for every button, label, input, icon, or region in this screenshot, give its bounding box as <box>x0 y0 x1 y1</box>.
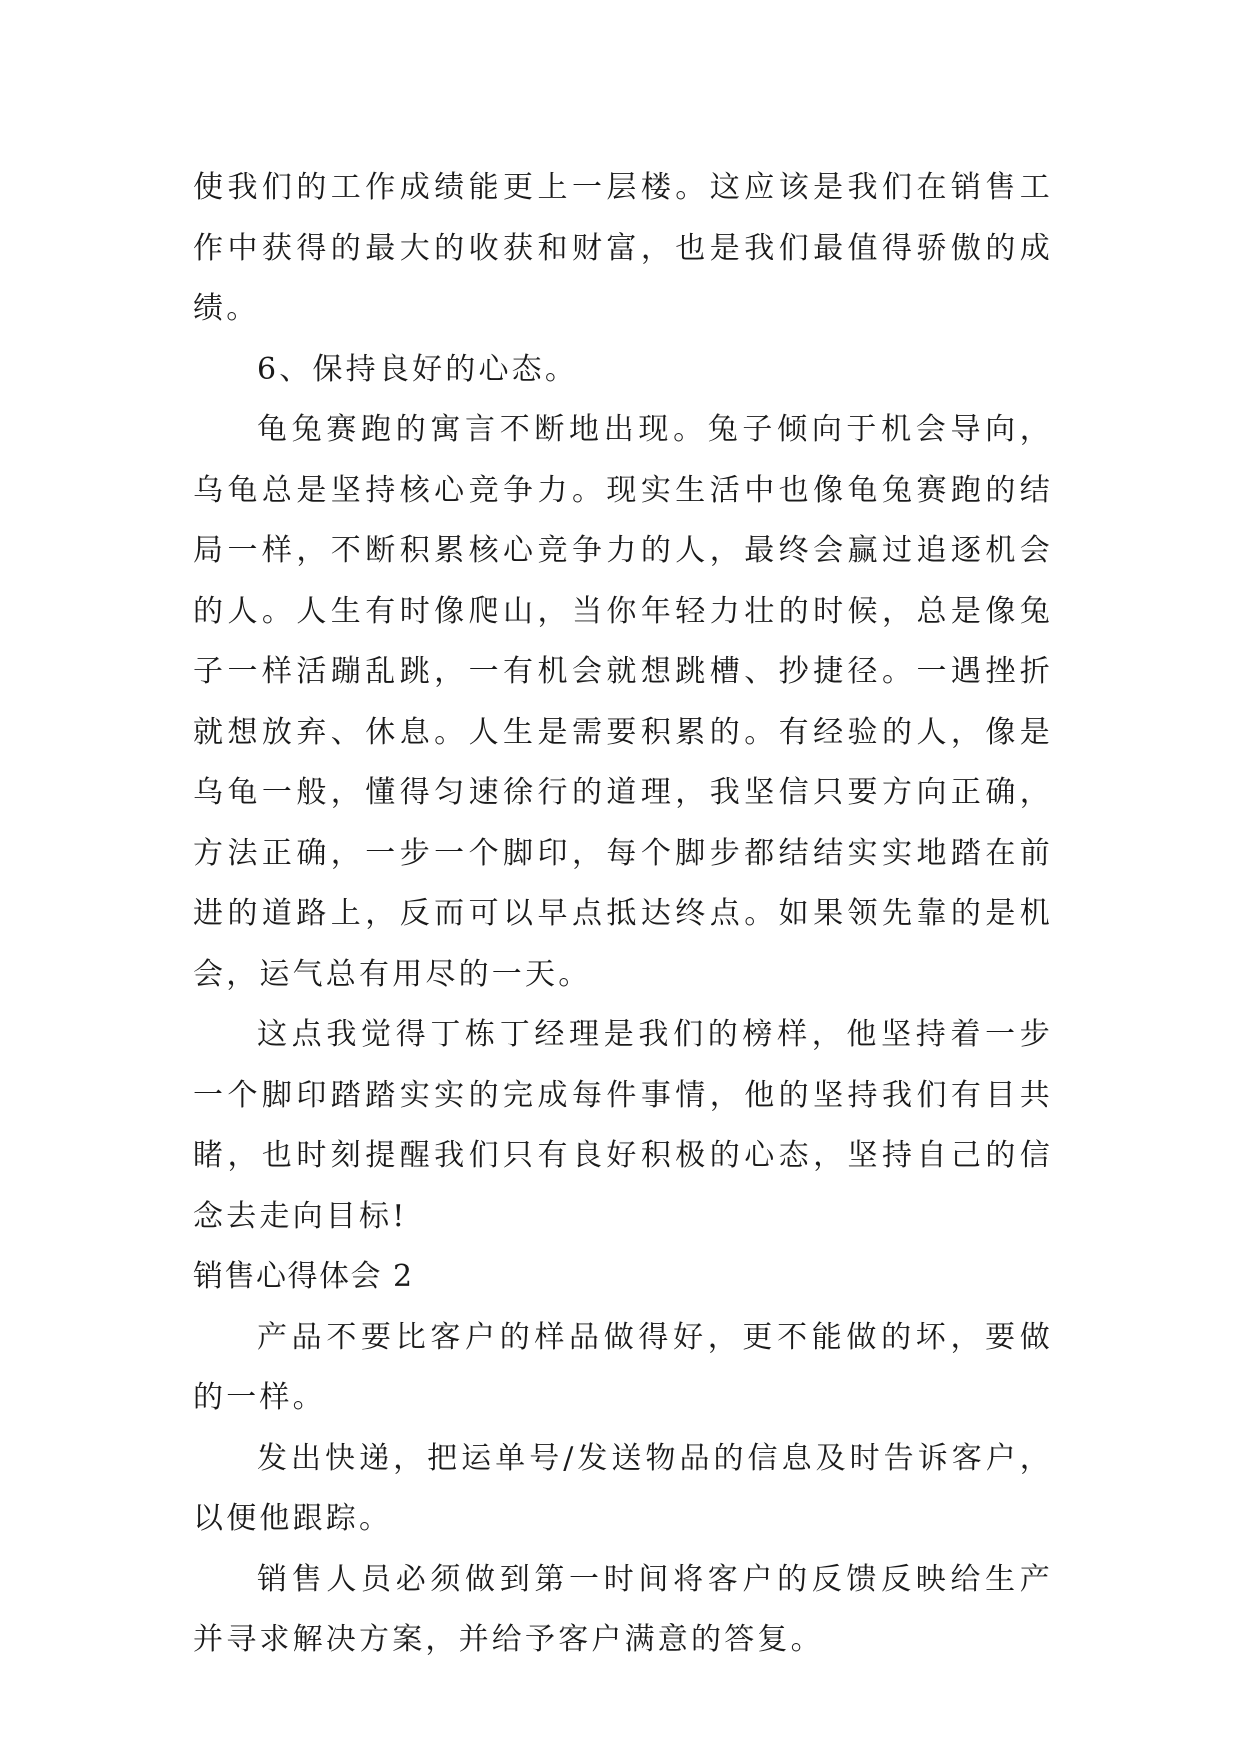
section-item-heading: 6、保持良好的心态。 <box>257 351 579 387</box>
paragraph-continuation: 使我们的工作成绩能更上一层楼。这应该是我们在销售工作中获得的最大的收获和财富，也是我们最值得骄傲的成绩。 <box>193 170 1053 326</box>
paragraph-shipping: 发出快递，把运单号/发送物品的信息及时告诉客户，以便他跟踪。 <box>193 1440 1053 1536</box>
section-title: 销售心得体会 2 <box>193 1259 414 1294</box>
paragraph-tortoise-hare: 龟兔赛跑的寓言不断地出现。兔子倾向于机会导向，乌龟总是坚持核心竞争力。现实生活中也像龟兔赛跑的结局一样，不断积累核心竞争力的人，最终会赢过追逐机会的人。人生有时像爬山，当你年轻力壮的时候，总是像兔子一样活蹦乱跳，一有机会就想跳槽、抄捷径。一遇挫折就想放弃、休息。人生是需要积累的。有经验的人，像是乌龟一般，懂得匀速徐行的道理，我坚信只要方向正确，方法正确，一步一个脚印，每个脚步都结结实实地踏在前进的道路上，反而可以早点抵达终点。如果领先靠的是机会，运气总有用尽的一天。 <box>193 412 1053 992</box>
document-body <box>193 158 1053 1671</box>
paragraph-role-model: 这点我觉得丁栋丁经理是我们的榜样，他坚持着一步一个脚印踏踏实实的完成每件事情，他的坚持我们有目共睹，也时刻提醒我们只有良好积极的心态，坚持自己的信念去走向目标! <box>193 1017 1053 1234</box>
paragraph-feedback: 销售人员必须做到第一时间将客户的反馈反映给生产并寻求解决方案，并给予客户满意的答复。 <box>193 1561 1053 1657</box>
paragraph-product-quality: 产品不要比客户的样品做得好，更不能做的坏，要做的一样。 <box>193 1319 1053 1415</box>
